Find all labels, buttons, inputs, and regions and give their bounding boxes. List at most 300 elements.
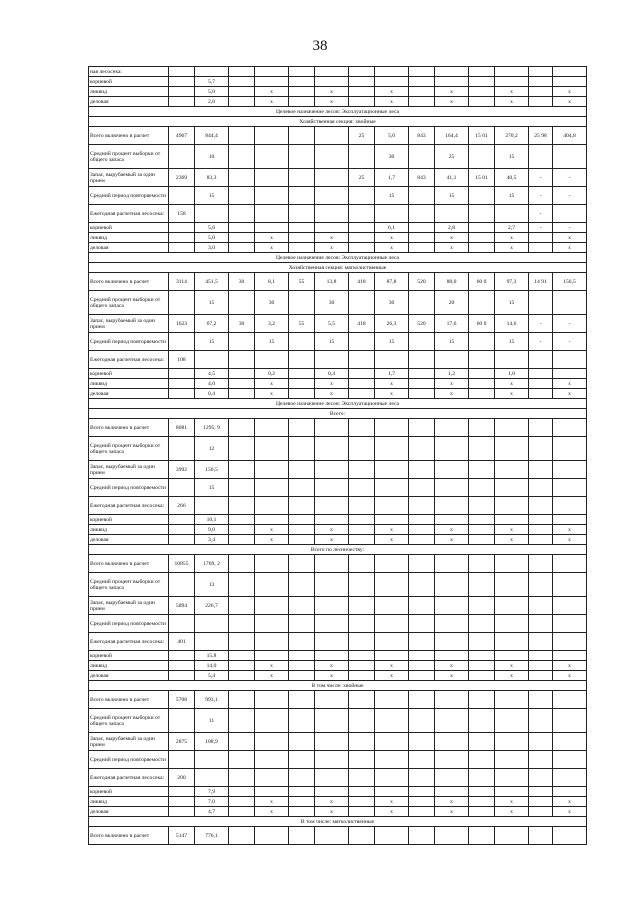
table-cell <box>289 205 315 223</box>
table-cell <box>495 597 529 615</box>
table-cell <box>409 97 435 107</box>
table-cell: x <box>255 87 289 97</box>
table-cell <box>289 787 315 797</box>
table-cell <box>469 769 495 787</box>
table-cell: 8,1 <box>255 273 289 291</box>
table-cell <box>195 615 229 633</box>
table-cell: 5894 <box>169 597 195 615</box>
table-cell: 2,8 <box>435 223 469 233</box>
table-cell <box>495 615 529 633</box>
table-cell <box>289 515 315 525</box>
table-cell <box>469 807 495 817</box>
table-cell <box>409 515 435 525</box>
table-cell <box>375 633 409 651</box>
table-cell <box>409 827 435 845</box>
table-cell: 5708 <box>169 691 195 709</box>
table-cell <box>195 769 229 787</box>
table-row <box>89 497 587 515</box>
table-cell <box>495 205 529 223</box>
table-cell: x <box>553 661 587 671</box>
table-row <box>89 243 587 253</box>
table-cell <box>495 633 529 651</box>
table-cell <box>169 525 195 535</box>
table-cell: x <box>315 807 349 817</box>
table-cell: x <box>495 87 529 97</box>
table-cell: x <box>315 389 349 399</box>
table-cell <box>229 437 255 461</box>
table-cell <box>375 769 409 787</box>
table-cell <box>435 787 469 797</box>
table-cell <box>349 243 375 253</box>
table-row <box>89 709 587 733</box>
table-cell <box>255 633 289 651</box>
table-cell: 8081 <box>169 419 195 437</box>
table-cell <box>169 437 195 461</box>
table-cell <box>409 733 435 751</box>
table-cell <box>495 497 529 515</box>
table-cell <box>495 651 529 661</box>
table-cell <box>289 651 315 661</box>
row-label: Запас, вырубаемый за один прием <box>89 315 169 333</box>
table-cell <box>553 709 587 733</box>
table-cell: 5,0 <box>195 233 229 243</box>
table-cell: 418 <box>349 273 375 291</box>
table-cell: 25 <box>349 127 375 145</box>
table-cell <box>529 709 553 733</box>
table-cell <box>169 797 195 807</box>
table-cell <box>553 205 587 223</box>
table-cell: 1,7 <box>375 169 409 187</box>
table-cell <box>289 769 315 787</box>
table-cell <box>315 437 349 461</box>
table-cell: x <box>315 797 349 807</box>
table-cell: 404,8 <box>553 127 587 145</box>
table-cell <box>553 479 587 497</box>
row-label: деловая <box>89 389 169 399</box>
table-cell: x <box>375 671 409 681</box>
table-cell <box>169 573 195 597</box>
row-label: Средний период повторяемости <box>89 751 169 769</box>
table-cell <box>229 787 255 797</box>
table-cell <box>289 671 315 681</box>
table-cell <box>409 769 435 787</box>
table-cell <box>469 243 495 253</box>
table-cell <box>349 233 375 243</box>
section-title: Хозяйственная секция: мягколиственные <box>89 263 587 273</box>
table-cell: x <box>435 97 469 107</box>
table-cell <box>255 709 289 733</box>
table-cell <box>169 807 195 817</box>
table-cell <box>229 479 255 497</box>
table-cell <box>529 671 553 681</box>
table-cell <box>495 751 529 769</box>
table-cell <box>495 479 529 497</box>
table-cell <box>469 187 495 205</box>
table-row <box>89 691 587 709</box>
table-cell <box>469 437 495 461</box>
table-cell: x <box>553 535 587 545</box>
table-cell <box>289 573 315 597</box>
table-cell <box>529 145 553 169</box>
table-cell <box>255 351 289 369</box>
table-cell <box>553 461 587 479</box>
table-cell: - <box>529 333 553 351</box>
section-header-row <box>89 409 587 419</box>
table-cell <box>229 127 255 145</box>
table-cell: x <box>495 389 529 399</box>
table-cell <box>229 419 255 437</box>
table-row <box>89 233 587 243</box>
table-cell: 11 <box>195 709 229 733</box>
table-cell <box>315 827 349 845</box>
row-label: Всего включено в расчет <box>89 273 169 291</box>
table-cell <box>529 97 553 107</box>
table-cell: x <box>255 97 289 107</box>
table-cell: x <box>435 87 469 97</box>
table-cell: 14,6 <box>495 315 529 333</box>
table-cell: 2875 <box>169 733 195 751</box>
table-row <box>89 379 587 389</box>
table-cell <box>349 769 375 787</box>
table-cell <box>255 461 289 479</box>
table-cell: x <box>435 661 469 671</box>
table-row <box>89 769 587 787</box>
table-cell: 843 <box>409 169 435 187</box>
table-cell <box>469 787 495 797</box>
table-cell <box>469 827 495 845</box>
table-cell: 15 <box>435 333 469 351</box>
table-cell <box>409 573 435 597</box>
table-cell <box>315 515 349 525</box>
table-cell: 776,1 <box>195 827 229 845</box>
table-cell <box>409 243 435 253</box>
table-cell: x <box>495 97 529 107</box>
table-cell <box>349 419 375 437</box>
row-label: ликвид <box>89 379 169 389</box>
table-cell <box>469 351 495 369</box>
table-cell <box>349 827 375 845</box>
table-cell: 55 <box>289 315 315 333</box>
table-cell <box>469 97 495 107</box>
table-cell: 266 <box>169 497 195 515</box>
row-label: Запас, вырубаемый за один прием <box>89 461 169 479</box>
table-cell <box>409 233 435 243</box>
row-label: Ежегодная расчетная лесосека: <box>89 769 169 787</box>
table-cell <box>169 223 195 233</box>
table-cell <box>495 827 529 845</box>
table-cell: 15 01 <box>469 169 495 187</box>
table-cell <box>435 555 469 573</box>
table-cell <box>469 389 495 399</box>
table-cell: 67,2 <box>195 315 229 333</box>
table-cell <box>553 291 587 315</box>
section-title: Целевое назначение лесов: Эксплуатационные леса <box>89 399 587 409</box>
table-cell: 15 <box>255 333 289 351</box>
table-cell: 15 01 <box>469 127 495 145</box>
table-row <box>89 205 587 223</box>
table-cell <box>529 597 553 615</box>
row-label: Всего включено в расчет <box>89 827 169 845</box>
table-cell <box>469 661 495 671</box>
table-cell <box>435 205 469 223</box>
table-cell <box>289 827 315 845</box>
table-cell: 17,6 <box>435 315 469 333</box>
table-cell: - <box>529 205 553 223</box>
table-cell: x <box>375 661 409 671</box>
table-cell: 108,9 <box>195 733 229 751</box>
table-cell: 401 <box>169 633 195 651</box>
table-cell <box>435 633 469 651</box>
table-cell <box>349 807 375 817</box>
table-cell: 5,7 <box>195 77 229 87</box>
section-header-row <box>89 681 587 691</box>
table-cell <box>289 389 315 399</box>
table-cell: - <box>553 169 587 187</box>
table-cell: x <box>375 233 409 243</box>
table-cell <box>255 769 289 787</box>
table-cell: x <box>435 379 469 389</box>
table-cell: x <box>255 243 289 253</box>
table-cell <box>229 379 255 389</box>
table-cell <box>229 333 255 351</box>
table-cell: 10855 <box>169 555 195 573</box>
table-cell <box>349 733 375 751</box>
table-cell <box>169 615 195 633</box>
table-cell <box>469 333 495 351</box>
table-cell <box>495 709 529 733</box>
table-cell <box>435 597 469 615</box>
table-cell <box>169 535 195 545</box>
table-cell <box>469 573 495 597</box>
table-cell: 15 <box>375 333 409 351</box>
table-cell: 0,4 <box>315 369 349 379</box>
table-cell <box>409 461 435 479</box>
table-cell <box>289 633 315 651</box>
table-cell: x <box>255 671 289 681</box>
table-cell: - <box>529 187 553 205</box>
table-cell: 15 <box>435 187 469 205</box>
table-cell <box>553 787 587 797</box>
table-cell <box>553 515 587 525</box>
table-cell: - <box>529 169 553 187</box>
table-cell: 3992 <box>169 461 195 479</box>
table-cell <box>229 633 255 651</box>
table-cell: 3,4 <box>195 535 229 545</box>
table-cell: x <box>375 807 409 817</box>
table-cell <box>349 555 375 573</box>
table-cell <box>229 535 255 545</box>
row-label: Средний процент выборки от общего запаса <box>89 709 169 733</box>
table-row <box>89 87 587 97</box>
table-cell: 10,1 <box>195 515 229 525</box>
table-cell <box>289 437 315 461</box>
table-cell <box>409 535 435 545</box>
table-cell <box>349 369 375 379</box>
table-cell <box>553 691 587 709</box>
table-cell: 2,0 <box>195 97 229 107</box>
table-cell <box>229 169 255 187</box>
table-cell <box>315 633 349 651</box>
table-cell <box>229 145 255 169</box>
table-cell <box>289 597 315 615</box>
table-cell <box>289 461 315 479</box>
table-cell: - <box>553 187 587 205</box>
section-header-row <box>89 107 587 117</box>
table-cell <box>229 797 255 807</box>
table-cell <box>409 223 435 233</box>
table-cell <box>229 233 255 243</box>
table-cell <box>229 461 255 479</box>
table-cell <box>229 497 255 515</box>
table-cell <box>409 661 435 671</box>
row-label: деловая <box>89 807 169 817</box>
row-label: Средний период повторяемости <box>89 187 169 205</box>
table-cell: 4,5 <box>195 369 229 379</box>
table-cell: 3,0 <box>195 243 229 253</box>
table-cell <box>229 671 255 681</box>
table-cell <box>529 691 553 709</box>
table-cell <box>435 67 469 77</box>
table-cell <box>469 87 495 97</box>
table-cell <box>289 369 315 379</box>
table-cell <box>553 573 587 597</box>
table-cell: x <box>315 379 349 389</box>
table-cell <box>255 691 289 709</box>
table-cell: x <box>255 661 289 671</box>
table-cell <box>409 671 435 681</box>
table-cell <box>435 419 469 437</box>
table-cell <box>409 479 435 497</box>
row-label: корневой <box>89 77 169 87</box>
table-cell <box>469 535 495 545</box>
table-cell <box>553 651 587 661</box>
table-cell <box>349 461 375 479</box>
table-cell: 844,4 <box>195 127 229 145</box>
table-cell <box>409 709 435 733</box>
table-cell <box>469 497 495 515</box>
table-cell <box>529 233 553 243</box>
row-label: Средний процент выборки от общего запаса <box>89 437 169 461</box>
table-cell <box>195 67 229 77</box>
table-cell <box>529 827 553 845</box>
table-cell: 30 <box>229 273 255 291</box>
table-cell: 15 <box>195 291 229 315</box>
table-cell: 1623 <box>169 315 195 333</box>
table-cell <box>315 597 349 615</box>
table-row <box>89 751 587 769</box>
table-row <box>89 651 587 661</box>
table-cell <box>375 479 409 497</box>
table-cell <box>529 243 553 253</box>
table-cell <box>495 461 529 479</box>
row-label: корневой <box>89 223 169 233</box>
table-cell <box>289 615 315 633</box>
table-cell: x <box>315 97 349 107</box>
table-cell <box>169 233 195 243</box>
table-cell <box>289 691 315 709</box>
table-cell: 15 <box>495 333 529 351</box>
table-cell <box>409 555 435 573</box>
table-cell <box>469 379 495 389</box>
table-cell: 520 <box>409 315 435 333</box>
table-cell: x <box>553 97 587 107</box>
table-cell <box>289 97 315 107</box>
table-cell <box>229 751 255 769</box>
table-cell: 1,2 <box>435 369 469 379</box>
table-cell <box>435 615 469 633</box>
table-row <box>89 145 587 169</box>
table-cell: 7,9 <box>195 787 229 797</box>
table-cell <box>495 733 529 751</box>
row-label: Средний процент выборки от общего запаса <box>89 573 169 597</box>
table-cell <box>409 369 435 379</box>
table-cell: x <box>375 535 409 545</box>
table-cell <box>495 351 529 369</box>
table-row <box>89 597 587 615</box>
table-cell: x <box>375 525 409 535</box>
table-cell <box>495 691 529 709</box>
row-label: Средний период повторяемости <box>89 333 169 351</box>
table-cell <box>169 671 195 681</box>
table-cell <box>349 751 375 769</box>
table-cell <box>409 525 435 535</box>
table-cell: x <box>553 525 587 535</box>
table-cell: x <box>553 797 587 807</box>
table-cell: 4,0 <box>195 379 229 389</box>
table-cell <box>469 671 495 681</box>
table-row <box>89 419 587 437</box>
table-cell <box>375 573 409 597</box>
table-cell <box>315 205 349 223</box>
table-cell <box>255 515 289 525</box>
table-row <box>89 661 587 671</box>
table-cell: 60 0 <box>469 273 495 291</box>
row-label: Ежегодная расчетная лесосека: <box>89 205 169 223</box>
table-cell <box>435 479 469 497</box>
table-cell: x <box>255 389 289 399</box>
table-cell <box>289 419 315 437</box>
table-cell: x <box>435 671 469 681</box>
table-cell: 15 <box>195 333 229 351</box>
table-cell <box>349 97 375 107</box>
table-cell <box>375 827 409 845</box>
table-cell <box>375 733 409 751</box>
table-cell <box>169 243 195 253</box>
table-cell <box>553 597 587 615</box>
table-cell <box>409 691 435 709</box>
table-cell <box>529 787 553 797</box>
table-cell <box>255 733 289 751</box>
table-cell: x <box>315 87 349 97</box>
table-cell <box>169 515 195 525</box>
table-cell <box>315 769 349 787</box>
section-header-row <box>89 253 587 263</box>
table-cell <box>375 461 409 479</box>
table-cell: 164,4 <box>435 127 469 145</box>
table-cell <box>469 205 495 223</box>
table-cell <box>229 87 255 97</box>
table-cell: 30 <box>375 145 409 169</box>
table-cell <box>289 233 315 243</box>
table-cell <box>315 461 349 479</box>
table-cell <box>409 77 435 87</box>
table-cell: 418 <box>349 315 375 333</box>
table-row <box>89 77 587 87</box>
section-title: Целевое назначение лесов: Эксплуатационные леса <box>89 107 587 117</box>
table-cell <box>289 555 315 573</box>
table-cell <box>435 461 469 479</box>
table-cell: x <box>435 807 469 817</box>
